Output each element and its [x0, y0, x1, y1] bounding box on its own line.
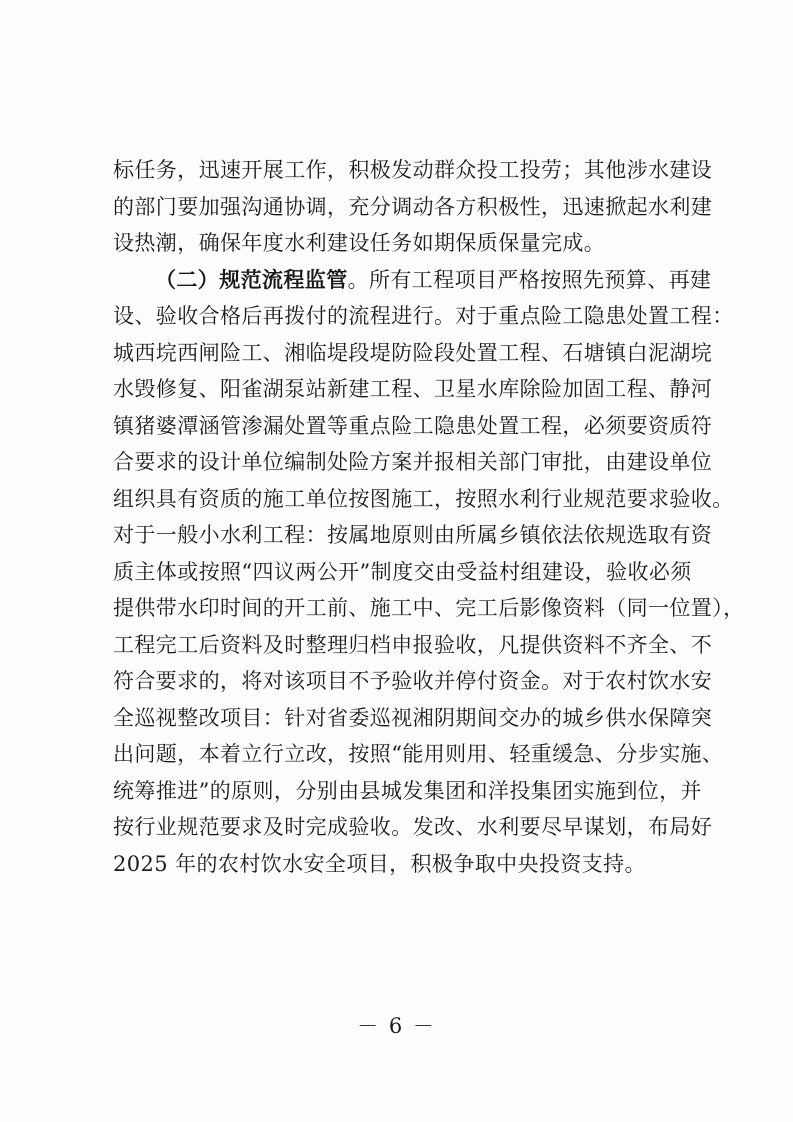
text-line: 统筹推进”的原则，分别由县城发集团和洋投集团实施到位，并	[113, 778, 702, 803]
section-heading: （二）规范流程监管	[155, 266, 348, 292]
text-line: 的部门要加强沟通协调，充分调动各方积极性，迅速掀起水利建	[113, 194, 713, 219]
body-text	[113, 152, 745, 882]
text-line: 组织具有资质的施工单位按图施工，按照水利行业规范要求验收。	[113, 486, 734, 511]
text-line: 设、验收合格后再拨付的流程进行。对于重点险工隐患处置工程：	[113, 304, 734, 328]
text-line: 出问题，本着立行立改，按照“能用则用、轻重缓急、分步实施、	[113, 742, 724, 766]
text-line: 合要求的设计单位编制处险方案并报相关部门审批，由建设单位	[113, 450, 713, 474]
page-number: － 6 －	[357, 1014, 436, 1038]
text-line: 城西垸西闸险工、湘临堤段堤防险段处置工程、石塘镇白泥湖垸	[113, 340, 713, 365]
text-line: 2025 年的农村饮水安全项目，积极争取中央投资支持。	[113, 851, 646, 876]
text-line: 全巡视整改项目：针对省委巡视湘阴期间交办的城乡供水保障突	[113, 705, 713, 730]
text-line: 符合要求的，将对该项目不予验收并停付资金。对于农村饮水安	[113, 669, 713, 693]
text-line: 镇猪婆潭涵管渗漏处置等重点险工隐患处置工程，必须要资质符	[113, 413, 713, 438]
section-heading-line	[113, 262, 713, 299]
text-line: 设热潮，确保年度水利建设任务如期保质保量完成。	[113, 231, 606, 255]
text-line: 质主体或按照“四议两公开”制度交由受益村组建设，验收必须	[113, 559, 692, 584]
text-line: 按行业规范要求及时完成验收。发改、水利要尽早谋划，布局好	[113, 815, 713, 839]
text-line: 标任务，迅速开展工作，积极发动群众投工投劳；其他涉水建设	[113, 158, 713, 182]
text-line: 工程完工后资料及时整理归档申报验收，凡提供资料不齐全、不	[113, 632, 713, 657]
text-line: 提供带水印时间的开工前、施工中、完工后影像资料（同一位置），	[113, 596, 745, 620]
text-run: 。所有工程项目严格按照先预算、再建	[347, 267, 712, 292]
text-line: 对于一般小水利工程：按属地原则由所属乡镇依法依规选取有资	[113, 523, 713, 547]
text-line: 水毁修复、阳雀湖泵站新建工程、卫星水库除险加固工程、静河	[113, 377, 713, 401]
